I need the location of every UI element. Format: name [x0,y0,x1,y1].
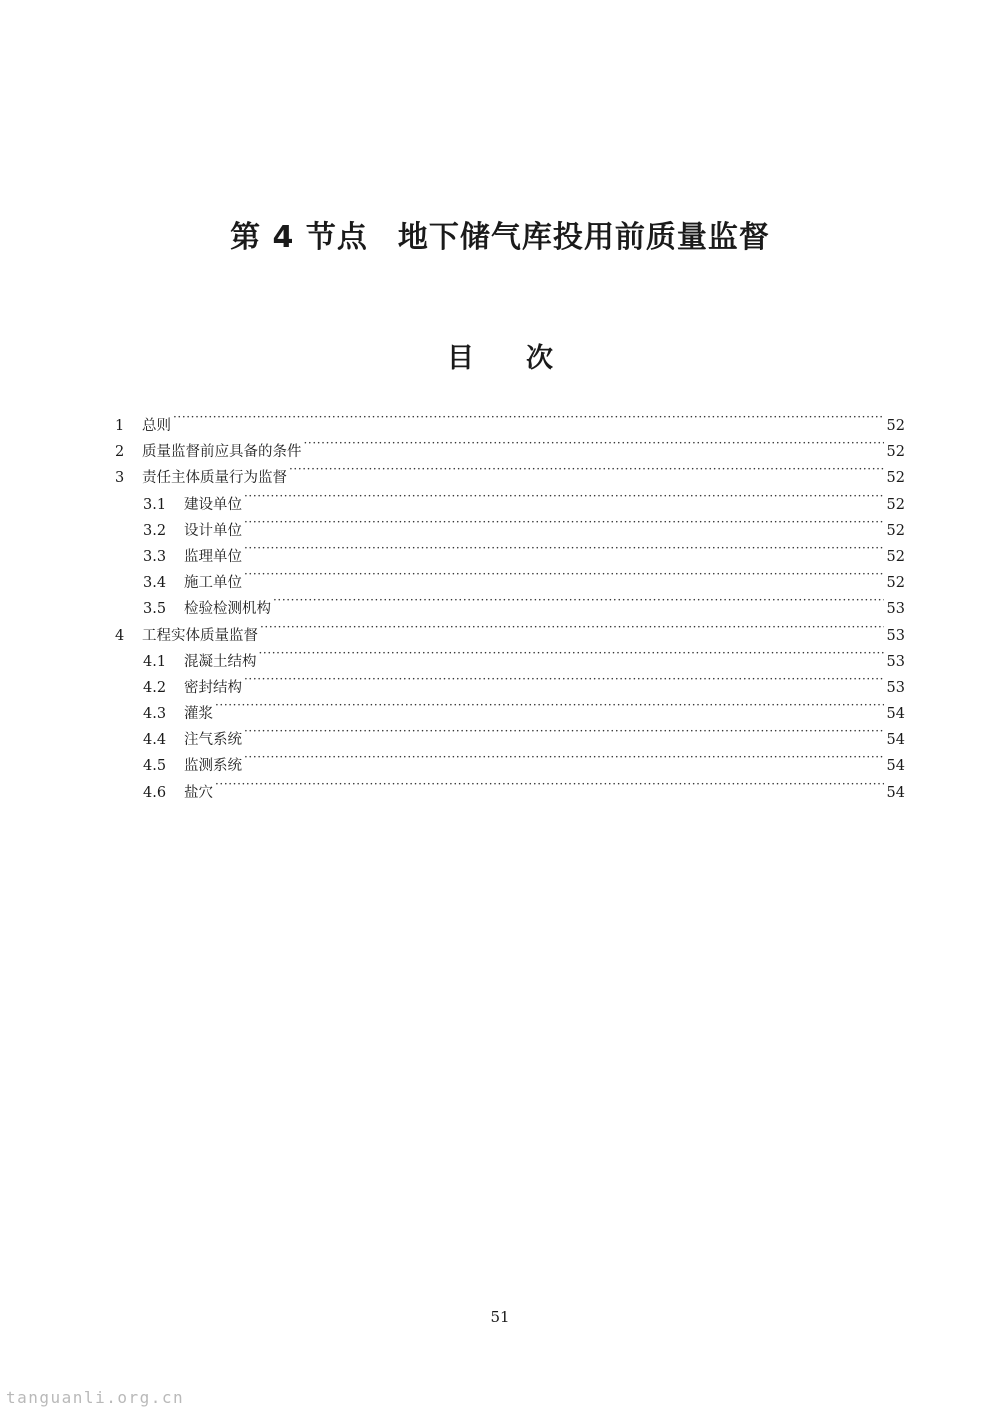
toc-entry-label: 施工单位 [184,575,242,592]
toc-dot-leader [244,718,884,744]
toc-heading-char-2: 次 [526,343,553,374]
toc-entry-page: 53 [886,679,905,696]
toc-entry-label: 建设单位 [184,496,242,513]
toc-entry-label: 总则 [142,418,171,434]
watermark: tanguanli.org.cn [6,1388,185,1407]
toc-entry-label: 检验检测机构 [184,601,271,618]
toc-dot-leader [289,456,884,482]
toc-entry[interactable] [115,404,905,434]
toc-entry-page: 53 [886,653,905,670]
section-number: 第 4 节点 [230,220,368,255]
toc-entry-number: 4.1 [143,653,167,670]
toc-entry-label: 设计单位 [184,522,242,539]
toc-entry-number: 3.3 [143,548,167,565]
toc-entry-page: 52 [886,575,905,592]
toc-entry-page: 52 [886,548,905,565]
toc-entry-label: 注气系统 [184,732,242,749]
toc-heading [0,336,1000,375]
section-title-text: 地下储气库投用前质量监督 [397,220,770,255]
toc-dot-leader [215,771,884,797]
toc-entry-number: 4.3 [143,706,167,723]
toc-dot-leader [259,640,884,666]
toc-entry[interactable] [115,692,905,723]
toc-dot-leader [173,404,884,430]
toc-entry-page: 54 [886,758,905,775]
toc-entry-page: 52 [886,470,905,487]
toc-entry-label: 盐穴 [184,784,213,801]
toc-entry-label: 密封结构 [184,679,242,696]
toc-entry[interactable] [115,430,905,461]
toc-entry-page: 53 [886,627,905,644]
toc-entry-number: 3.5 [143,601,167,618]
toc-entry-page: 52 [886,522,905,539]
section-title [0,212,1000,256]
toc-entry-label: 监测系统 [184,758,242,775]
toc-entry[interactable] [115,718,905,749]
toc-heading-char-1: 目 [447,343,474,374]
toc-entry-page: 54 [886,706,905,723]
toc-dot-leader [244,535,884,561]
toc-entry-label: 混凝土结构 [184,653,257,670]
toc-dot-leader [260,614,884,640]
toc-entry-number: 3 [115,470,125,487]
toc-entry-page: 52 [886,496,905,513]
toc-entry-label: 责任主体质量行为监督 [142,470,287,487]
page-number: 51 [490,1308,510,1326]
toc-entry-label: 灌浆 [184,706,213,723]
toc-entry-label: 监理单位 [184,548,242,565]
toc-entry-page: 54 [886,784,905,801]
toc-dot-leader [273,587,884,613]
toc-entry-page: 52 [886,418,905,434]
toc-entry-label: 质量监督前应具备的条件 [142,444,302,461]
toc-entry-number: 3.2 [143,522,167,539]
toc-entry-number: 4.5 [143,758,167,775]
toc-dot-leader [215,692,884,718]
toc-dot-leader [244,483,884,509]
toc-entry-number: 4.2 [143,679,167,696]
toc-entry-number: 3.1 [143,496,167,513]
toc-entry-page: 54 [886,732,905,749]
toc-dot-leader [304,430,884,456]
toc-dot-leader [244,744,884,770]
toc-entry-number: 1 [115,418,125,434]
toc-entry-number: 2 [115,444,125,461]
toc-dot-leader [244,509,884,535]
toc-entry-label: 工程实体质量监督 [142,627,258,644]
toc-dot-leader [244,561,884,587]
toc-entry-page: 52 [886,444,905,461]
toc-entry-page: 53 [886,601,905,618]
toc-entry-number: 3.4 [143,575,167,592]
toc-entry[interactable] [115,771,905,801]
toc-entry-number: 4.4 [143,732,167,749]
table-of-contents [115,404,905,801]
toc-entry-number: 4.6 [143,784,167,801]
toc-entry-number: 4 [115,627,125,644]
toc-dot-leader [244,666,884,692]
